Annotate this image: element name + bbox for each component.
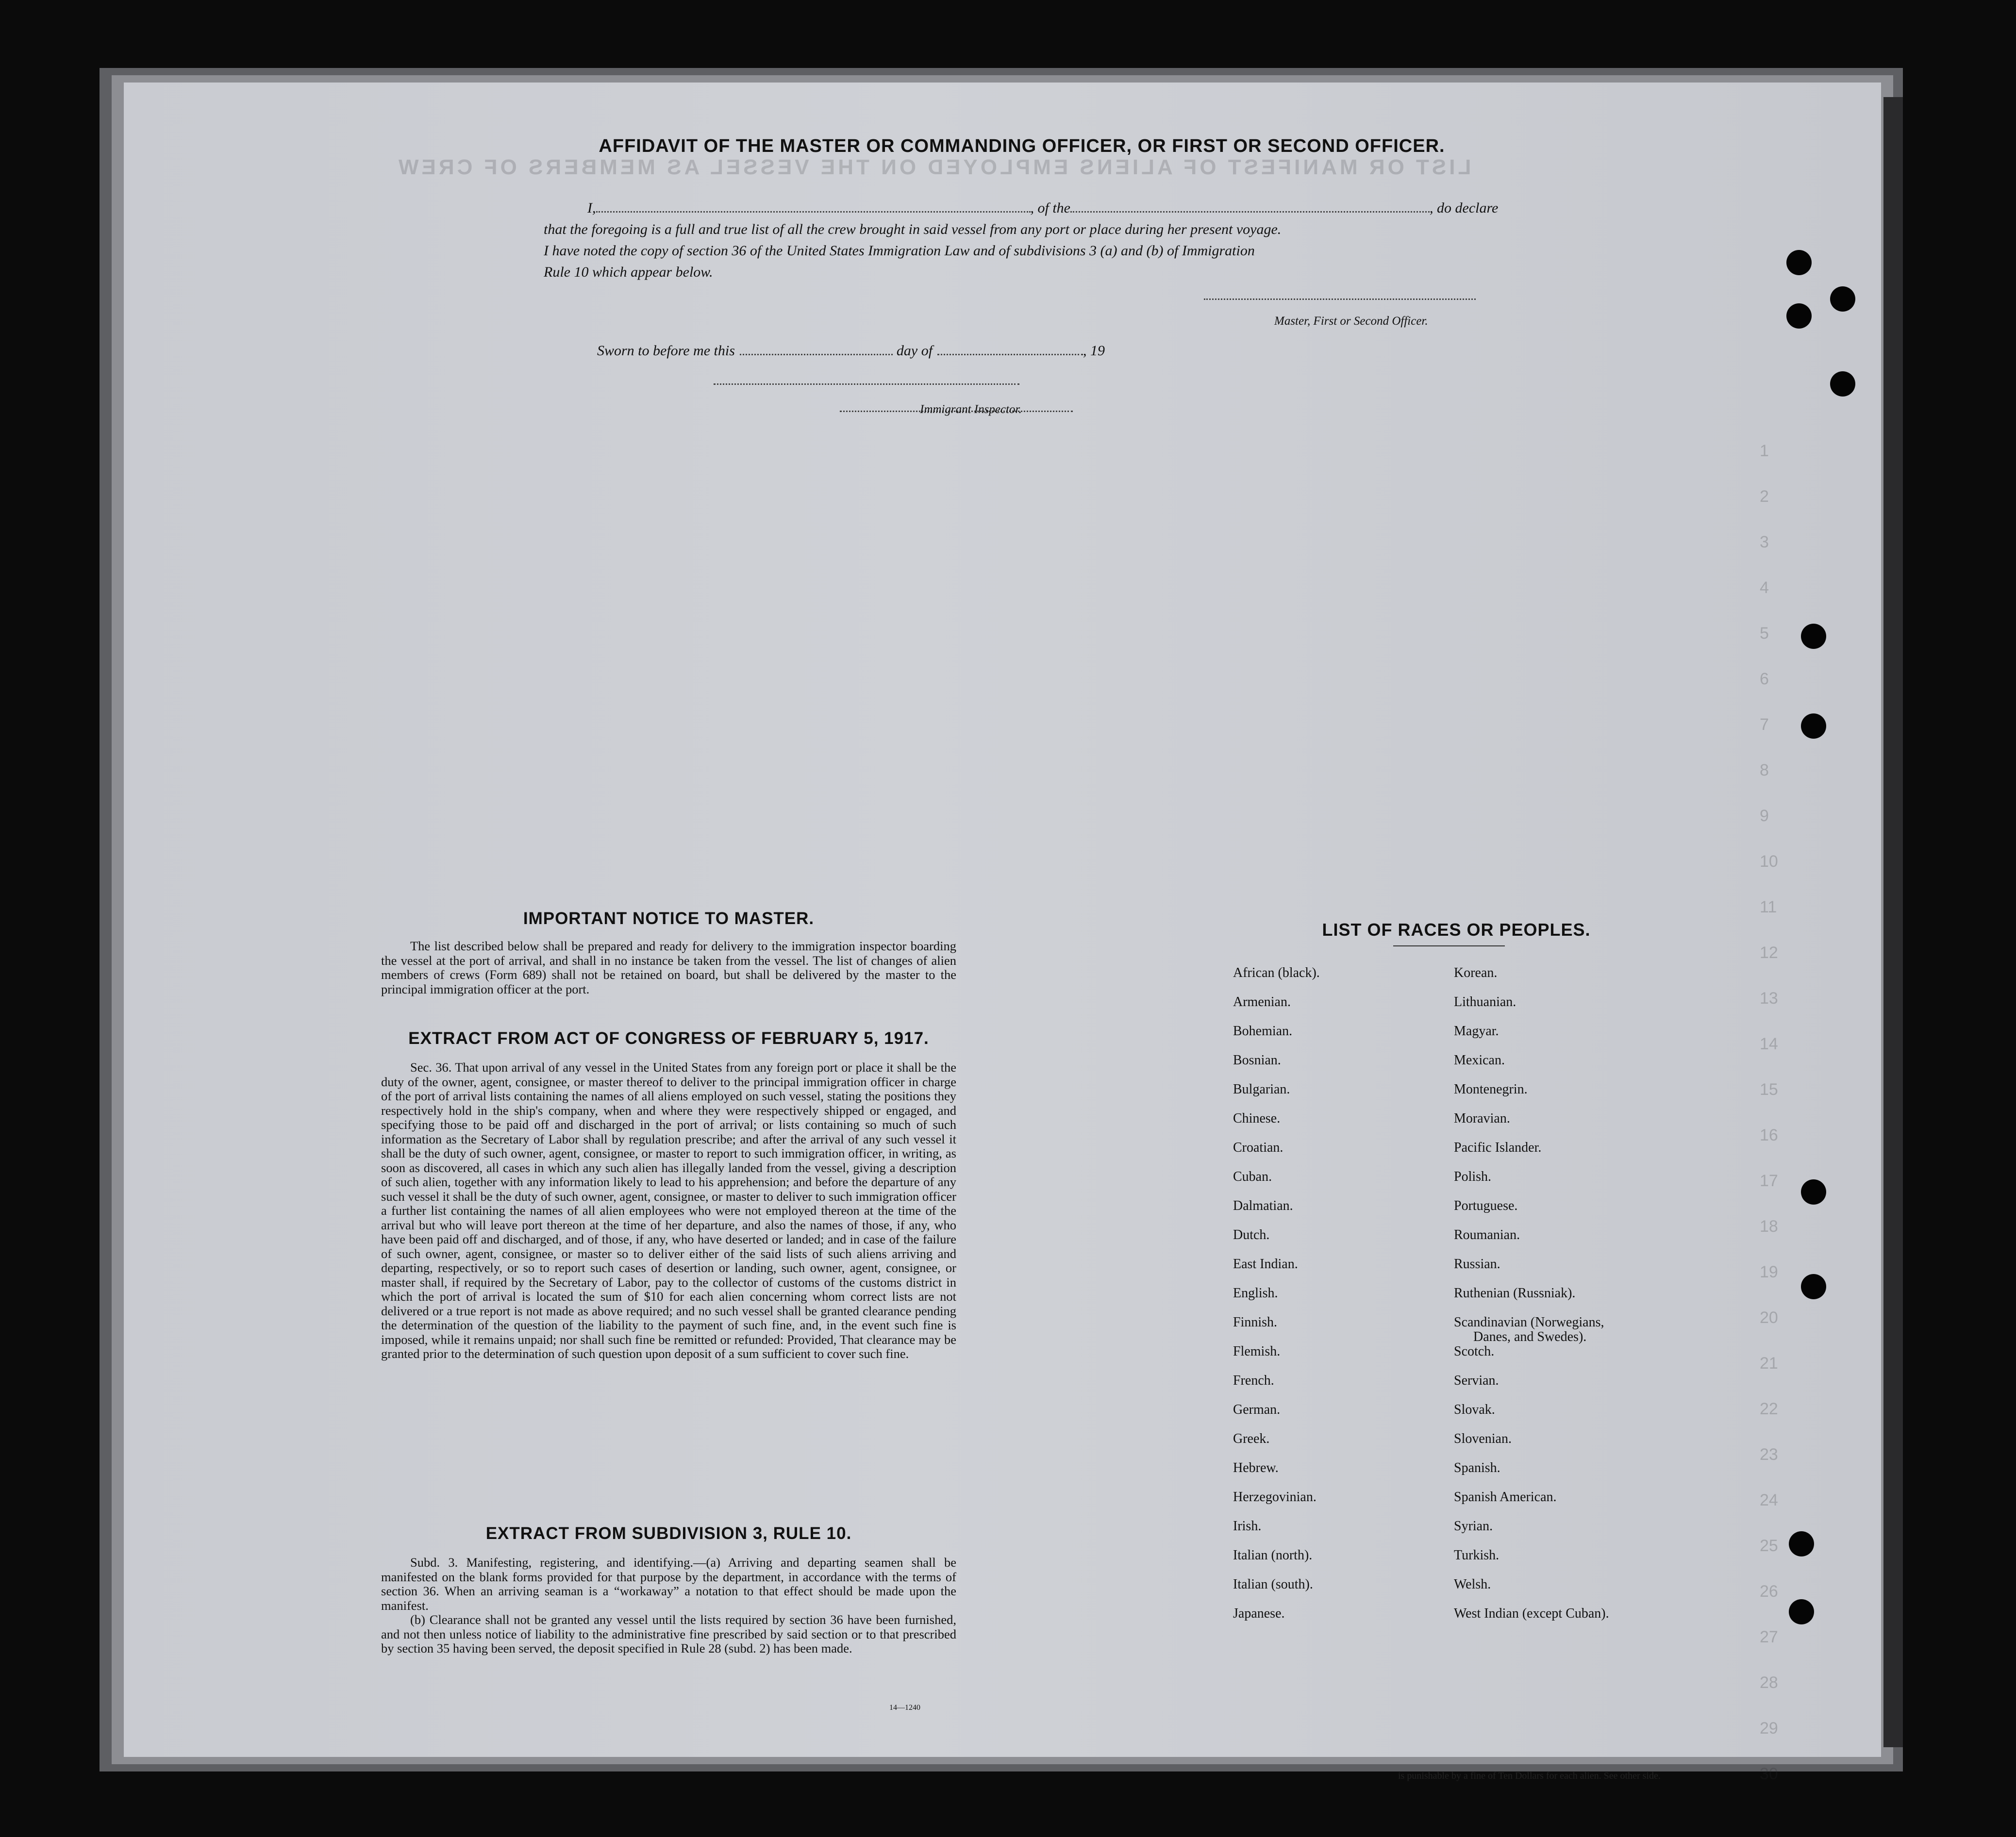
race-item: English. (1233, 1286, 1278, 1301)
bleed-through-row-number: 11 (1760, 898, 1777, 916)
race-item: German. (1233, 1402, 1281, 1417)
race-item: Armenian. (1233, 994, 1291, 1010)
binding-hole (1786, 250, 1812, 275)
bleed-through-row-number: 12 (1760, 943, 1778, 962)
race-item: West Indian (except Cuban). (1454, 1606, 1609, 1621)
binding-hole (1830, 286, 1855, 312)
race-item: Slovenian. (1454, 1431, 1512, 1446)
race-item: Servian. (1454, 1373, 1499, 1388)
bleed-through-row-number: 4 (1760, 579, 1769, 597)
inspector-signature-line (714, 383, 1019, 385)
race-item: Korean. (1454, 965, 1498, 980)
bleed-through-row-number: 7 (1760, 715, 1769, 734)
race-item: Portuguese. (1454, 1198, 1518, 1213)
master-caption: Master, First or Second Officer. (1274, 314, 1428, 328)
bleed-through-row-number: 16 (1760, 1126, 1778, 1144)
race-item: Scotch. (1454, 1344, 1495, 1359)
race-item: Magyar. (1454, 1024, 1499, 1039)
race-item: Syrian. (1454, 1519, 1493, 1534)
race-item: Turkish. (1454, 1548, 1500, 1563)
bleed-through-row-number: 14 (1760, 1035, 1778, 1053)
race-item: Bosnian. (1233, 1053, 1281, 1068)
bleed-through-row-number: 27 (1760, 1628, 1778, 1646)
race-item: Polish. (1454, 1169, 1492, 1184)
rule-extract-body: Subd. 3. Manifesting, registering, and identifying.—(a) Arriving and departing seamen shall be manifested on the blank forms provided for that purpose by the department, in accordance with the terms of section 36. When an arriving seaman is a “workaway” a notation to that effect should be made upon the manifest. (b) Clearance shall not be granted any vessel until the lists required by section 36 have been furnished, and not then unless notice of liability to the administrative fine prescribed by said section or to that prescribed by section 35 having been served, the deposit specified in Rule 28 (subd. 2) has been made. (381, 1555, 956, 1655)
race-item: Scandinavian (Norwegians, (1454, 1315, 1604, 1330)
binding-hole (1786, 303, 1812, 329)
affidavit-text-line: I have noted the copy of section 36 of the United States Immigration Law and of subdivisions 3 (a) and (b) of Immigration (544, 243, 1255, 259)
race-item: Cuban. (1233, 1169, 1272, 1184)
bleed-through-row-number: 20 (1760, 1308, 1778, 1327)
race-item: Italian (south). (1233, 1577, 1313, 1592)
bleed-through-row-number: 5 (1760, 624, 1769, 643)
master-signature-line (1204, 298, 1476, 300)
notice-title: IMPORTANT NOTICE TO MASTER. (523, 909, 815, 928)
bleed-through-row-number: 6 (1760, 670, 1769, 688)
bleed-through-row-number: 13 (1760, 989, 1778, 1008)
race-item: Croatian. (1233, 1140, 1283, 1155)
bleed-through-row-number: 1 (1760, 442, 1769, 460)
race-item: African (black). (1233, 965, 1320, 980)
bleed-through-row-number: 30 (1760, 1765, 1778, 1783)
race-item: Dutch. (1233, 1227, 1270, 1242)
act-extract-body: Sec. 36. That upon arrival of any vessel in the United States from any foreign port or place it shall be the duty of the owner, agent, consignee, or master thereof to deliver to the principal immigration officer in charge of the port of arrival lists containing the names of all aliens employed on such vessel, stating the positions they respectively hold in the ship's company, when and where they were respectively shipped or engaged, and specifying those to be paid off and discharged in the port of arrival; or lists containing so much of such information as the Secretary of Labor shall by regulation prescribe; and after the arrival of any such vessel it shall be the duty of such owner, agent, consignee, or master to report to such immigration officer, in writing, as soon as discovered, all cases in which any such alien has illegally landed from the vessel, giving a description of such alien, together with any information likely to lead to his apprehension; and before the departure of any such vessel it shall be the duty of such owner, agent, consignee, or master to deliver to such immigration officer a further list containing the names of all alien employees who were not employed thereon at the time of the arrival but who will leave port thereon at the time of her departure, and also the names of those, if any, who have been paid off and discharged, and of those, if any, who have deserted or landed; and in case of the failure of such owner, agent, consignee, or master so to deliver either of the said lists of such aliens arriving and departing, respectively, or so to report such cases of desertion or landing, such owner, agent, consignee, or master shall, if required by the Secretary of Labor, pay to the collector of customs of the customs district in which the port of arrival is located the sum of $10 for each alien concerning whom correct lists are not delivered or a true report is not made as above required; and no such vessel shall be granted clearance pending the determination of the question of the liability to the payment of such fine, and, in the event such fine is imposed, while it remains unpaid; nor shall such fine be remitted or refunded: Provided, That clearance may be granted prior to the determination of such question upon deposit of a sum sufficient to cover such fine. (381, 1060, 956, 1361)
bleed-through-row-number: 8 (1760, 761, 1769, 779)
bleed-through-row-number: 3 (1760, 533, 1769, 551)
races-title-rule (1393, 945, 1505, 946)
bleed-through-row-number: 19 (1760, 1263, 1778, 1281)
binding-hole (1830, 371, 1855, 397)
sworn-line: Sworn to before me this day of , 19 (597, 343, 1105, 359)
race-item: Montenegrin. (1454, 1082, 1528, 1097)
race-item: Bohemian. (1233, 1024, 1293, 1039)
notice-body: The list described below shall be prepared and ready for delivery to the immigration inspector boarding the vessel at the port of arrival, and shall in no instance be taken from the vessel. The list of changes of alien members of crews (Form 689) shall not be retained on board, but shall be delivered by the master to the principal immigration officer at the port. (381, 939, 956, 996)
race-item: Spanish American. (1454, 1489, 1557, 1505)
bleed-through-row-number: 24 (1760, 1491, 1778, 1509)
binding-hole (1801, 624, 1826, 649)
race-item: Lithuanian. (1454, 994, 1516, 1010)
bleed-through-row-number: 9 (1760, 807, 1769, 825)
bleed-through-row-number: 26 (1760, 1582, 1778, 1601)
bleed-through-row-number: 21 (1760, 1354, 1778, 1373)
form-number: 14—1240 (889, 1704, 920, 1712)
binding-hole (1801, 1274, 1826, 1299)
bleed-through-row-number: 15 (1760, 1080, 1778, 1099)
race-item: Herzegovinian. (1233, 1489, 1316, 1505)
bleed-through-row-number: 17 (1760, 1172, 1778, 1190)
race-item: Spanish. (1454, 1460, 1500, 1475)
affidavit-text-line: that the foregoing is a full and true list of all the crew brought in said vessel from any port or place during her present voyage. (544, 221, 1282, 237)
race-item: Roumanian. (1454, 1227, 1520, 1242)
inspector-caption: Immigrant Inspector. (920, 403, 1022, 416)
race-item: Pacific Islander. (1454, 1140, 1542, 1155)
race-item: Mexican. (1454, 1053, 1505, 1068)
act-extract-title: EXTRACT FROM ACT OF CONGRESS OF FEBRUARY 5, 1917. (408, 1029, 929, 1048)
bleed-through-row-number: 23 (1760, 1445, 1778, 1464)
race-item: Ruthenian (Russniak). (1454, 1286, 1576, 1301)
affidavit-declaration-line: I, , of the , do declare (587, 200, 1499, 216)
stacked-page-edge (1883, 97, 1903, 1747)
bleed-through-row-number: 10 (1760, 852, 1778, 871)
race-item: Hebrew. (1233, 1460, 1279, 1475)
race-item: Dalmatian. (1233, 1198, 1293, 1213)
race-item: East Indian. (1233, 1257, 1298, 1272)
race-item: Flemish. (1233, 1344, 1281, 1359)
race-item: Irish. (1233, 1519, 1262, 1534)
race-item: Russian. (1454, 1257, 1500, 1272)
race-item: Chinese. (1233, 1111, 1281, 1126)
rule-extract-title: EXTRACT FROM SUBDIVISION 3, RULE 10. (485, 1524, 852, 1543)
races-title: LIST OF RACES OR PEOPLES. (1322, 920, 1591, 940)
bleed-through-row-number: 18 (1760, 1217, 1778, 1236)
bleed-through-row-number: 28 (1760, 1673, 1778, 1692)
binding-hole (1801, 713, 1826, 739)
race-item: Japanese. (1233, 1606, 1285, 1621)
race-item: Moravian. (1454, 1111, 1510, 1126)
bleed-through-row-number: 25 (1760, 1537, 1778, 1555)
binding-hole (1789, 1531, 1814, 1556)
bleed-through-row-number: 29 (1760, 1719, 1778, 1738)
race-item: French. (1233, 1373, 1274, 1388)
binding-hole (1801, 1179, 1826, 1205)
race-item: Bulgarian. (1233, 1082, 1290, 1097)
bleed-through-row-number: 2 (1760, 487, 1769, 506)
race-item-continuation: Danes, and Swedes). (1473, 1329, 1587, 1344)
race-item: Greek. (1233, 1431, 1270, 1446)
footer-note: is punishable by a fine of Ten Dollars for each alien. See other side. (1398, 1771, 1661, 1781)
binding-hole (1789, 1599, 1814, 1624)
race-item: Finnish. (1233, 1315, 1278, 1330)
bleed-through-header: LIST OR MANIFEST OF ALIENS EMPLOYED ON THE VESSEL AS MEMBERS OF CREW (396, 155, 1471, 179)
race-item: Welsh. (1454, 1577, 1491, 1592)
race-item: Slovak. (1454, 1402, 1495, 1417)
affidavit-text-line: Rule 10 which appear below. (544, 264, 713, 280)
bleed-through-row-number: 22 (1760, 1400, 1778, 1418)
affidavit-title: AFFIDAVIT OF THE MASTER OR COMMANDING OFFICER, OR FIRST OR SECOND OFFICER. (599, 136, 1445, 156)
race-item: Italian (north). (1233, 1548, 1313, 1563)
